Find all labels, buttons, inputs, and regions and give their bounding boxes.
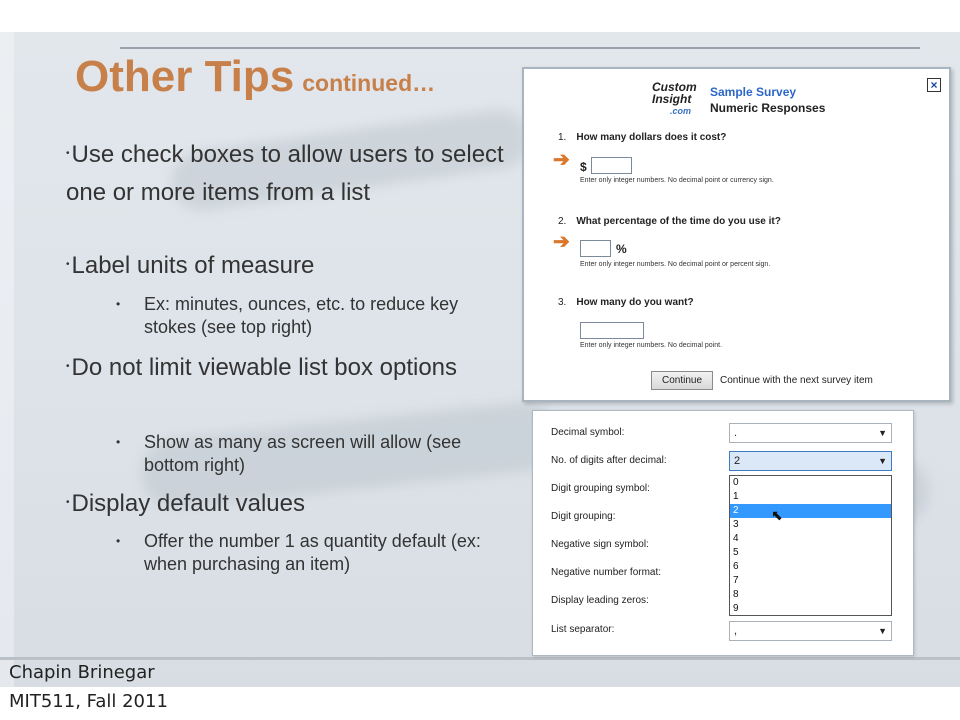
- display-leading-zeros-label: Display leading zeros:: [551, 595, 649, 606]
- dropdown-option[interactable]: 7: [733, 575, 739, 586]
- slide-left-edge: [0, 32, 14, 687]
- list-separator-label: List separator:: [551, 624, 615, 635]
- negative-sign-symbol-label: Negative sign symbol:: [551, 539, 649, 550]
- title-main: Other Tips: [75, 52, 295, 101]
- list-separator-value: ,: [734, 625, 738, 637]
- negative-number-format-label: Negative number format:: [551, 567, 662, 578]
- title-suffix: continued…: [302, 70, 436, 96]
- question-number: 2.: [558, 216, 567, 227]
- dropdown-option[interactable]: 3: [733, 519, 739, 530]
- percent-suffix: %: [616, 242, 627, 256]
- digits-after-decimal-label: No. of digits after decimal:: [551, 455, 667, 466]
- brand-line-1: Custom: [652, 80, 697, 94]
- dropdown-option[interactable]: 4: [733, 533, 739, 544]
- question-hint: Enter only integer numbers. No decimal point or percent sign.: [580, 261, 771, 268]
- question-hint: Enter only integer numbers. No decimal point or currency sign.: [580, 177, 774, 184]
- bullet-text: Do not limit viewable list box options: [71, 354, 458, 381]
- arrow-right-icon: ➔: [553, 231, 570, 253]
- percentage-input[interactable]: [580, 240, 611, 257]
- mouse-pointer-icon: ⬉: [771, 507, 783, 523]
- regional-settings-screenshot: [532, 410, 914, 656]
- quantity-input[interactable]: [580, 322, 644, 339]
- bullet-text: Use check boxes to allow users to select one or more items from a list: [66, 141, 504, 206]
- dropdown-option[interactable]: 5: [733, 547, 739, 558]
- dollars-input[interactable]: [591, 157, 632, 174]
- dropdown-option[interactable]: 0: [733, 477, 739, 488]
- question-3: [558, 297, 694, 308]
- digit-grouping-symbol-label: Digit grouping symbol:: [551, 483, 650, 494]
- dropdown-option[interactable]: 9: [733, 603, 739, 614]
- bullet-text: Display default values: [71, 490, 305, 517]
- question-number: 1.: [558, 132, 567, 143]
- bullet-item: [66, 249, 506, 284]
- sub-bullet-dot-icon: •: [116, 534, 121, 548]
- dropdown-option[interactable]: 8: [733, 589, 739, 600]
- question-text: How many do you want?: [576, 297, 694, 308]
- brand-line-3: .com: [670, 106, 692, 116]
- brand-line-2: Insight: [652, 92, 692, 106]
- question-text: How many dollars does it cost?: [576, 132, 727, 143]
- chevron-down-icon: ▼: [878, 428, 887, 438]
- bullet-dot-icon: •: [66, 259, 70, 270]
- slide-footer: [9, 658, 168, 716]
- sub-bullet-item: [66, 431, 506, 477]
- bullet-dot-icon: •: [66, 361, 70, 372]
- sub-bullet-item: [66, 293, 506, 339]
- question-2: [558, 216, 781, 227]
- list-separator-select[interactable]: [729, 621, 892, 641]
- continue-text: Continue with the next survey item: [720, 375, 873, 386]
- bullet-item: [66, 351, 506, 417]
- sub-bullet-dot-icon: •: [116, 435, 121, 449]
- dropdown-option[interactable]: 6: [733, 561, 739, 572]
- decimal-symbol-label: Decimal symbol:: [551, 427, 625, 438]
- survey-screenshot: [522, 67, 951, 402]
- bullet-text: Label units of measure: [71, 252, 315, 279]
- question-hint: Enter only integer numbers. No decimal point.: [580, 342, 723, 349]
- bullet-dot-icon: •: [66, 148, 70, 159]
- sub-bullet-text: Ex: minutes, ounces, etc. to reduce key stokes (see top right): [144, 294, 459, 337]
- close-icon[interactable]: ×: [927, 78, 941, 92]
- bullet-item: [66, 138, 506, 237]
- question-text: What percentage of the time do you use it?: [576, 216, 781, 227]
- question-1: [558, 132, 726, 143]
- dropdown-option-selected[interactable]: 2: [730, 504, 891, 518]
- arrow-right-icon: ➔: [553, 149, 570, 171]
- decimal-symbol-value: .: [734, 427, 738, 439]
- sub-bullet-text: Show as many as screen will allow (see bottom right): [144, 432, 462, 475]
- chevron-down-icon: ▼: [878, 626, 887, 636]
- footer-course: MIT511, Fall 2011: [9, 691, 168, 712]
- survey-subtitle: Numeric Responses: [710, 101, 826, 115]
- continue-button[interactable]: Continue: [651, 371, 713, 390]
- footer-author: Chapin Brinegar: [9, 662, 155, 683]
- chevron-down-icon: ▼: [878, 456, 887, 466]
- custominsight-logo: [652, 81, 700, 115]
- slide-title: [75, 52, 435, 102]
- sub-bullet-item: [66, 530, 506, 599]
- bullet-item: [66, 487, 506, 522]
- digits-after-decimal-value: 2: [734, 455, 741, 467]
- bullet-list: [66, 138, 506, 599]
- digits-dropdown-list: [729, 475, 892, 616]
- title-rule: [120, 47, 920, 49]
- digits-after-decimal-select[interactable]: [729, 451, 892, 471]
- survey-title: Sample Survey: [710, 85, 797, 99]
- digit-grouping-label: Digit grouping:: [551, 511, 616, 522]
- sub-bullet-dot-icon: •: [116, 297, 121, 311]
- question-number: 3.: [558, 297, 567, 308]
- decimal-symbol-select[interactable]: [729, 423, 892, 443]
- sub-bullet-text: Offer the number 1 as quantity default (ex: when purchasing an item): [144, 531, 481, 574]
- dollar-prefix: $: [580, 160, 587, 174]
- bullet-dot-icon: •: [66, 497, 70, 508]
- dropdown-option[interactable]: 1: [733, 491, 739, 502]
